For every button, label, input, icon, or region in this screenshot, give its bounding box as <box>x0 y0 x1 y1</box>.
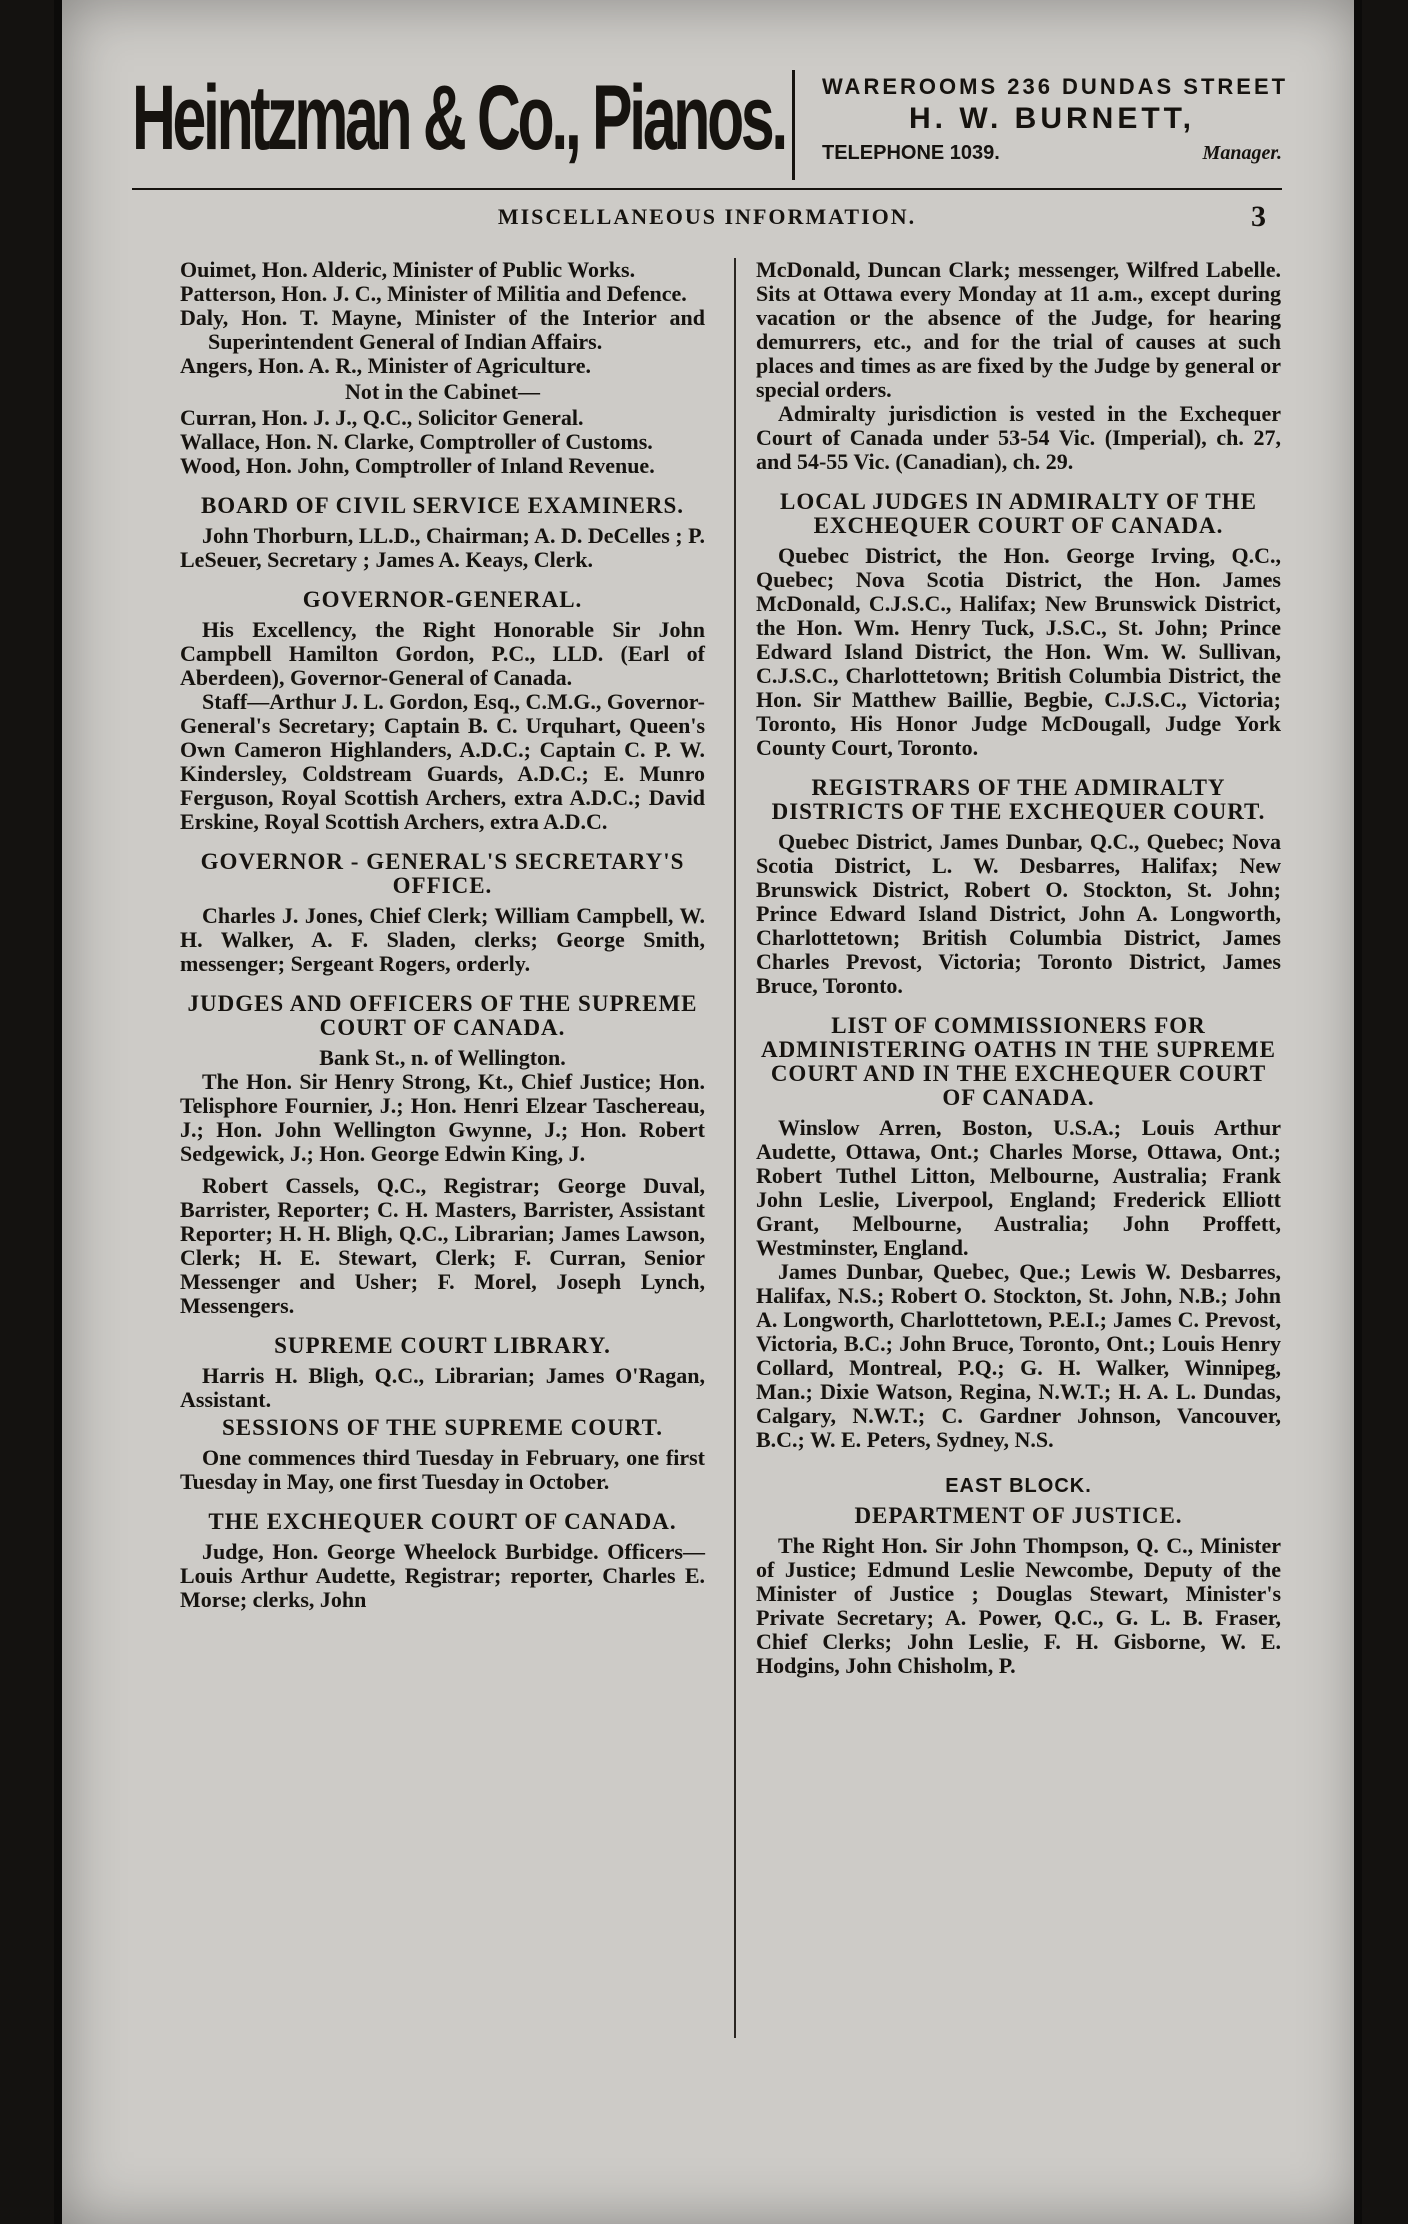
section-text: Judge, Hon. George Wheelock Burbidge. Officers—Louis Arthur Audette, Registrar; reporter, Charles E. Morse; clerks, John <box>180 1539 705 1612</box>
ad-warerooms: WAREROOMS 236 DUNDAS STREET <box>822 74 1289 99</box>
cabinet-entry: Daly, Hon. T. Mayne, Minister of the Interior and Superintendent General of Indian Affairs. <box>180 305 705 354</box>
ad-contact <box>822 74 1289 165</box>
advertisement-banner <box>132 60 1289 180</box>
page-edge-right <box>1354 0 1362 2224</box>
non-cabinet-entry: Wallace, Hon. N. Clarke, Comptroller of Customs. <box>180 429 653 454</box>
ad-phone-row <box>822 142 1282 165</box>
page-title: MISCELLANEOUS INFORMATION. <box>497 204 917 229</box>
ad-divider <box>792 70 795 180</box>
section-subheading: Bank St., n. of Wellington. <box>319 1045 566 1070</box>
section-text: Winslow Arren, Boston, U.S.A.; Louis Arthur Audette, Ottawa, Ont.; Charles Morse, Ottawa, Ont.; Robert Tuthel Litton, Melbourne, Australia; Frank John Leslie, Liverpool, England; Frederick Elliott Grant, Melbourne, Australia; John Proffett, Westminster, England. <box>756 1115 1281 1260</box>
ad-piano-name: Heintzman & Co., Pianos. <box>132 67 785 169</box>
ad-manager-name: H. W. BURNETT, <box>909 102 1195 135</box>
ad-telephone: TELEPHONE 1039. <box>822 142 1000 164</box>
section-heading: GOVERNOR - GENERAL'S SECRETARY'S OFFICE. <box>200 849 685 898</box>
section-text: Robert Cassels, Q.C., Registrar; George Duval, Barrister, Reporter; C. H. Masters, Barrister, Assistant Reporter; H. H. Bligh, Q.C., Librarian; James Lawson, Clerk; H. E. Stewart, Clerk; F. Curran, Senior Messenger and Usher; F. Morel, Joseph Lynch, Messengers. <box>180 1173 705 1318</box>
cabinet-entry: Patterson, Hon. J. C., Minister of Militia and Defence. <box>180 281 687 306</box>
section-text: John Thorburn, LL.D., Chairman; A. D. DeCelles ; P. LeSeuer, Secretary ; James A. Keays, Clerk. <box>180 523 706 572</box>
section-heading: LIST OF COMMISSIONERS FOR ADMINISTERING OATHS IN THE SUPREME COURT AND IN THE EXCHEQUER COURT OF CANADA. <box>761 1013 1276 1110</box>
section-text: Charles J. Jones, Chief Clerk; William Campbell, W. H. Walker, A. F. Sladen, clerks; George Smith, messenger; Sergeant Rogers, orderly. <box>180 903 705 976</box>
non-cabinet-entry: Wood, Hon. John, Comptroller of Inland Revenue. <box>180 453 655 478</box>
page <box>62 0 1362 2224</box>
non-cabinet-entry: Curran, Hon. J. J., Q.C., Solicitor General. <box>180 405 584 430</box>
section-text: Admiralty jurisdiction is vested in the Exchequer Court of Canada under 53-54 Vic. (Imperial), ch. 27, and 54-55 Vic. (Canadian), ch. 29. <box>756 401 1281 474</box>
page-edge-left <box>54 0 62 2224</box>
section-text: Harris H. Bligh, Q.C., Librarian; James O'Ragan, Assistant. <box>180 1363 705 1412</box>
ad-manager-label: Manager. <box>1202 142 1282 164</box>
section-text: McDonald, Duncan Clark; messenger, Wilfred Labelle. Sits at Ottawa every Monday at 11 a.m., except during vacation or the absence of the Judge, for hearing demurrers, etc., and for the trial of causes at such places and times as are fixed by the Judge by general or special orders. <box>756 257 1281 402</box>
right-column <box>756 258 1281 1678</box>
section-text: His Excellency, the Right Honorable Sir John Campbell Hamilton Gordon, P.C., LLD. (Earl of Aberdeen), Governor-General of Canada. <box>180 617 705 690</box>
section-heading: LOCAL JUDGES IN ADMIRALTY OF THE EXCHEQUER COURT OF CANADA. <box>780 489 1257 538</box>
header-rule <box>132 188 1282 190</box>
section-text: One commences third Tuesday in February, one first Tuesday in May, one first Tuesday in October. <box>180 1445 705 1494</box>
page-number: 3 <box>1251 200 1268 233</box>
cabinet-entry: Angers, Hon. A. R., Minister of Agriculture. <box>180 353 592 378</box>
section-text: James Dunbar, Quebec, Que.; Lewis W. Desbarres, Halifax, N.S.; Robert O. Stockton, St. John, N.B.; John A. Longworth, Charlottetown, P.E.I.; James C. Prevost, Victoria, B.C.; John Bruce, Toronto, Ont.; Louis Henry Collard, Montreal, P.Q.; G. H. Walker, Winnipeg, Man.; Dixie Watson, Regina, N.W.T.; H. A. L. Dundas, Calgary, N.W.T.; C. Gardner Johnson, Vancouver, B.C.; W. E. Peters, Sydney, N.S. <box>756 1259 1281 1452</box>
section-heading: SUPREME COURT LIBRARY. <box>274 1333 611 1358</box>
section-heading: BOARD OF CIVIL SERVICE EXAMINERS. <box>200 493 685 518</box>
running-header <box>132 200 1282 240</box>
section-text: The Right Hon. Sir John Thompson, Q. C., Minister of Justice; Edmund Leslie Newcombe, Deputy of the Minister of Justice ; Douglas Stewart, Minister's Private Secretary; A. Power, Q.C., G. L. B. Fraser, Chief Clerks; John Leslie, F. H. Gisborne, W. E. Hodgins, John Chisholm, P. <box>756 1533 1281 1678</box>
section-heading: THE EXCHEQUER COURT OF CANADA. <box>208 1509 677 1534</box>
section-text: Quebec District, James Dunbar, Q.C., Quebec; Nova Scotia District, L. W. Desbarres, Halifax; New Brunswick District, Robert O. Stockton, St. John; Prince Edward Island District, John A. Longworth, Charlottetown; British Columbia District, James Charles Prevost, Victoria; Toronto District, James Bruce, Toronto. <box>756 829 1281 998</box>
cabinet-entry: Ouimet, Hon. Alderic, Minister of Public Works. <box>180 257 636 282</box>
column-divider <box>734 258 736 2038</box>
section-text: Quebec District, the Hon. George Irving, Q.C., Quebec; Nova Scotia District, the Hon. James McDonald, C.J.S.C., Halifax; New Brunswick District, the Hon. Wm. Henry Tuck, J.S.C., St. John; Prince Edward Island District, the Hon. Wm. W. Sullivan, C.J.S.C., Charlottetown; British Columbia District, the Hon. Sir Matthew Baillie, Begbie, C.J.S.C., Victoria; Toronto, His Honor Judge McDougall, Judge York County Court, Toronto. <box>756 543 1281 760</box>
not-in-cabinet-heading: Not in the Cabinet— <box>345 379 540 404</box>
section-heading: GOVERNOR-GENERAL. <box>302 587 583 612</box>
section-heading: JUDGES AND OFFICERS OF THE SUPREME COURT OF CANADA. <box>187 991 698 1040</box>
section-heading: EAST BLOCK. <box>945 1475 1092 1497</box>
section-text: Staff—Arthur J. L. Gordon, Esq., C.M.G., Governor-General's Secretary; Captain B. C. Urquhart, Queen's Own Cameron Highlanders, A.D.C.; Captain C. P. W. Kindersley, Coldstream Guards, A.D.C.; E. Munro Ferguson, Royal Scottish Archers, extra A.D.C.; David Erskine, Royal Scottish Archers, extra A.D.C. <box>180 689 705 834</box>
section-heading: REGISTRARS OF THE ADMIRALTY DISTRICTS OF THE EXCHEQUER COURT. <box>771 775 1266 824</box>
section-heading: DEPARTMENT OF JUSTICE. <box>854 1503 1183 1528</box>
section-text: The Hon. Sir Henry Strong, Kt., Chief Justice; Hon. Telisphore Fournier, J.; Hon. Henri Elzear Taschereau, J.; Hon. John Wellington Gwynne, J.; Hon. Robert Sedgewick, J.; Hon. George Edwin King, J. <box>180 1069 705 1166</box>
left-column <box>180 258 705 1612</box>
section-heading: SESSIONS OF THE SUPREME COURT. <box>222 1415 663 1440</box>
